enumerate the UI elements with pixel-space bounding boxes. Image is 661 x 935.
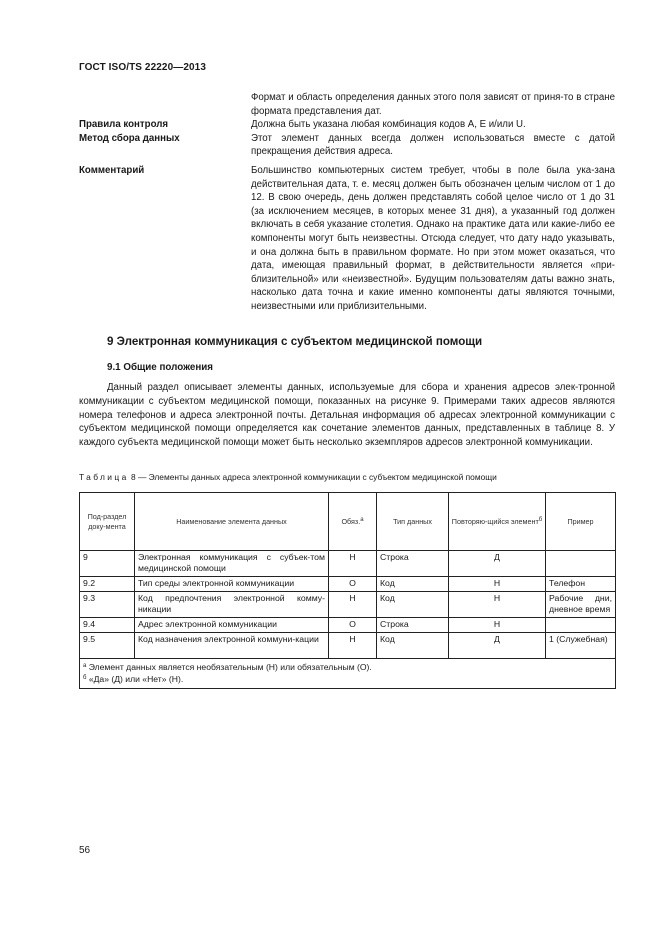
- row-obligation: О: [329, 618, 377, 633]
- footnote-mark-a: а: [360, 517, 364, 523]
- definition-row-comments: [79, 164, 615, 314]
- table-row: [80, 633, 616, 659]
- rules-term: Правила контроля: [79, 119, 169, 131]
- table-row: [80, 551, 616, 577]
- definition-row-rules: [79, 118, 615, 132]
- row-element-name: Электронная коммуникация с субъек-том медицинской помощи: [135, 551, 329, 577]
- comments-term: Комментарий: [79, 164, 145, 176]
- row-obligation: Н: [329, 592, 377, 618]
- subsection-9-1-title: 9.1 Общие положения: [107, 362, 214, 373]
- row-example: Рабочие дни, дневное время: [546, 592, 616, 618]
- row-number: 9: [80, 551, 135, 577]
- row-element-name: Адрес электронной коммуникации: [135, 618, 329, 633]
- row-data-type: Строка: [377, 618, 449, 633]
- row-number: 9.4: [80, 618, 135, 633]
- table-notes-row: [80, 659, 616, 689]
- table-notes: [80, 659, 616, 689]
- table-caption-prefix: Таблица: [79, 472, 129, 482]
- row-repeating: Д: [449, 551, 546, 577]
- table-8: [79, 492, 616, 689]
- rules-description: Должна быть указана любая комбинация кодов А, Е и/или U.: [251, 119, 526, 131]
- row-obligation: Н: [329, 551, 377, 577]
- row-data-type: Код: [377, 633, 449, 659]
- document-header: ГОСТ ISO/TS 22220—2013: [79, 62, 206, 73]
- method-term: Метод сбора данных: [79, 132, 180, 144]
- row-element-name: Код предпочтения электронной комму-никации: [135, 592, 329, 618]
- row-number: 9.2: [80, 577, 135, 592]
- row-data-type: Код: [377, 592, 449, 618]
- header-name: Наименование элемента данных: [135, 493, 329, 551]
- row-example: [546, 618, 616, 633]
- row-repeating: Н: [449, 577, 546, 592]
- row-repeating: Н: [449, 618, 546, 633]
- header-repeat: Повторяю-щийся элемент$^б$: [449, 493, 546, 551]
- row-obligation: О: [329, 577, 377, 592]
- definition-list: [79, 91, 615, 314]
- row-element-name: Тип среды электронной коммуникации: [135, 577, 329, 592]
- row-number: 9.5: [80, 633, 135, 659]
- format-description: Формат и область определения данных этого поля зависят от приня-то в стране формата представления дат.: [251, 92, 615, 117]
- page-number: 56: [79, 845, 91, 856]
- table-row: [80, 577, 616, 592]
- row-example: 1 (Служебная): [546, 633, 616, 659]
- table-row: [80, 592, 616, 618]
- row-example: Телефон: [546, 577, 616, 592]
- header-example: Пример: [546, 493, 616, 551]
- method-description: Этот элемент данных всегда должен использоваться вместе с датой прекращения действия адреса.: [251, 132, 615, 158]
- footnote-mark-b: б: [538, 517, 543, 523]
- row-number: 9.3: [80, 592, 135, 618]
- row-element-name: Код назначения электронной коммуни-кации: [135, 633, 329, 659]
- row-repeating: Н: [449, 592, 546, 618]
- comments-description: Большинство компьютерных систем требует, чтобы в поле была ука-зана действительная дата, т. е. месяц должен быть обозначен целым числом от 1 до 12. В свою очередь, день должен представлять собой целое число от 1 до 31 (за исключением месяцев, в которых менее 31 дня), а указанный год должен включать в себя указание столетия. Однако на практике дата или какие-либо ее компоненты могут быть неизвестны. Отсюда следует, что дату надо указывать, и она должна быть в правильном формате. Но при этом может оказаться, что дата, имеющая правильный формат, в действительности является «при-близительной» или «неизвестной». Будущим пользователям даты важно знать, насколько дата точна и какие именно компоненты даты являются точными, неизвестными или приблизительными.: [251, 164, 615, 312]
- definition-row-format: [79, 91, 615, 118]
- row-data-type: Строка: [377, 551, 449, 577]
- header-type: Тип данных: [377, 493, 449, 551]
- row-obligation: Н: [329, 633, 377, 659]
- table-row: [80, 618, 616, 633]
- section-9-intro: Данный раздел описывает элементы данных, используемые для сбора и хранения адресов элек-тронной коммуникации с субъектом медицинской помощи, показанных на рисунке 9. Примерами таких адресов являются номера телефонов и адреса электронной почты. Детальная информация об адресах электронной коммуникации с субъектом медицинской помощи определяется как сочетание элементов данных, представленных в таблице 8. У каждого субъекта медицинской помощи может быть несколько экземпляров адресов электронной коммуникации.: [79, 382, 615, 449]
- section-9-title: 9 Электронная коммуникация с субъектом медицинской помощи: [107, 335, 483, 348]
- header-subsection: Под-раздел доку-мента: [80, 493, 135, 551]
- row-example: [546, 551, 616, 577]
- row-repeating: Д: [449, 633, 546, 659]
- definition-row-method: [79, 132, 615, 159]
- table-header-row: [80, 493, 616, 551]
- row-data-type: Код: [377, 577, 449, 592]
- footnote-b: $^б$ «Да» (Д) или «Нет» (Н).: [83, 674, 184, 684]
- table-caption: [79, 472, 619, 482]
- table-caption-text: 8 — Элементы данных адреса электронной коммуникации с субъектом медицинской помощи: [130, 472, 497, 482]
- header-obligation: Обяз.$^а$: [329, 493, 377, 551]
- footnote-a: $^а$ Элемент данных является необязательным (Н) или обязательным (О).: [83, 662, 372, 672]
